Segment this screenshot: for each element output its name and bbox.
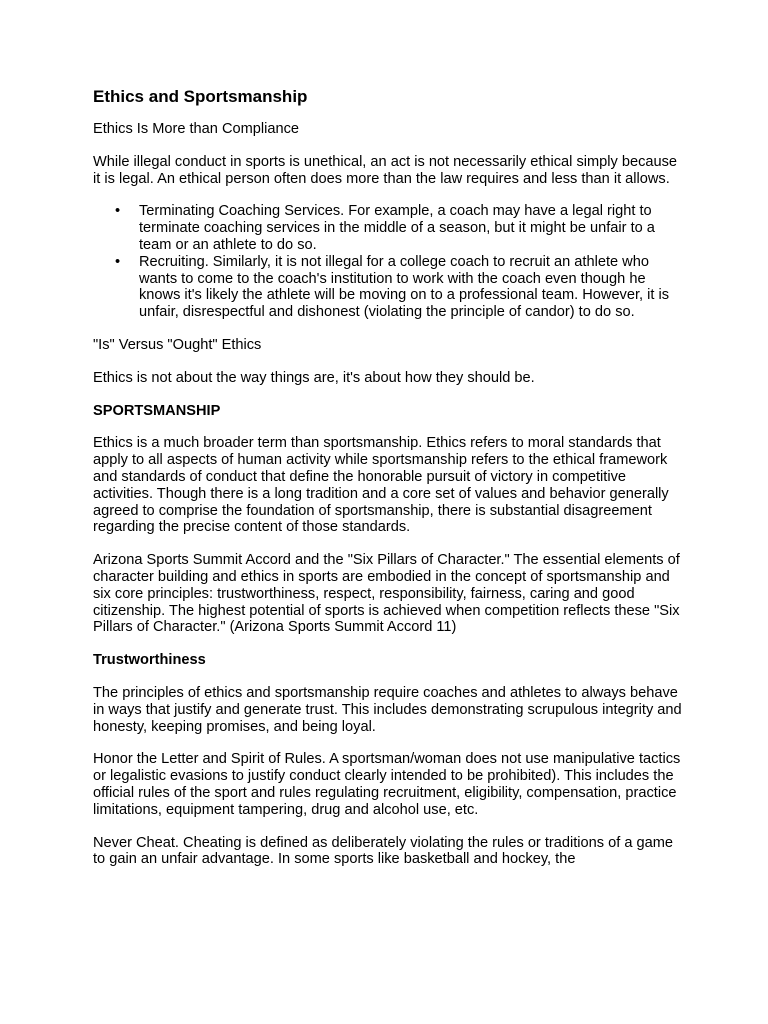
- paragraph-honor-rules: Honor the Letter and Spirit of Rules. A sportsman/woman does not use manipulative tactics or legalistic evasions to justify conduct clearly intended to be prohibited). This includes the official rules of the sport and rules regulating recruitment, eligibility, compensation, practice limitations, equipment tampering, drug and alcohol use, etc.: [93, 751, 681, 818]
- list-item-text: Terminating Coaching Services. For example, a coach may have a legal right to terminate coaching services in the middle of a season, but it might be unfair to a team or an athlete to do so.: [139, 203, 655, 253]
- list-item-text: Recruiting. Similarly, it is not illegal for a college coach to recruit an athlete who wants to come to the coach's institution to work with the coach even though he knows it's likely the athlete will be moving on to a professional team. However, it is unfair, disrespectful and dishonest (violating the principle of candor) to do so.: [139, 253, 670, 321]
- bullet-icon: •: [115, 253, 121, 270]
- heading-sportsmanship: SPORTSMANSHIP: [93, 402, 221, 419]
- paragraph-broader-term: Ethics is a much broader term than sportsmanship. Ethics refers to moral standards that apply to all aspects of human activity while sportsmanship refers to the ethical framework and standards of conduct that define the honorable pursuit of victory in competitive activities. Though there is a long tradition and a core set of values and behavior generally agreed to comprise the foundation of sportsmanship, there is substantial disagreement regarding the precise content of those standards.: [93, 435, 669, 536]
- paragraph-arizona-accord: Arizona Sports Summit Accord and the "Six Pillars of Character." The essential elements of character building and ethics in sports are embodied in the concept of sportsmanship and six core principles: trustworthiness, respect, responsibility, fairness, caring and good citizenship. The highest potential of sports is achieved when competition reflects these "Six Pillars of Character." (Arizona Sports Summit Accord 11): [93, 552, 680, 636]
- paragraph-ethics-not-about: Ethics is not about the way things are, it's about how they should be.: [93, 369, 535, 386]
- examples-list: [93, 203, 683, 321]
- paragraph-never-cheat: Never Cheat. Cheating is defined as deliberately violating the rules or traditions of a game to gain an unfair advantage. In some sports like basketball and hockey, the: [93, 834, 674, 868]
- paragraph-is-versus-ought: "Is" Versus "Ought" Ethics: [93, 336, 262, 353]
- list-item: [115, 253, 683, 321]
- paragraph-compliance-heading: Ethics Is More than Compliance: [93, 121, 300, 137]
- list-item: [115, 203, 683, 253]
- paragraph-principles-trust: The principles of ethics and sportsmanship require coaches and athletes to always behave in ways that justify and generate trust. This includes demonstrating scrupulous integrity and honesty, keeping promises, and being loyal.: [93, 684, 682, 735]
- paragraph-illegal-conduct: While illegal conduct in sports is unethical, an act is not necessarily ethical simply because it is legal. An ethical person often does more than the law requires and less than it allows.: [93, 153, 678, 187]
- document-title: Ethics and Sportsmanship: [93, 87, 308, 106]
- document-page: [93, 86, 683, 884]
- bullet-icon: •: [115, 203, 121, 220]
- heading-trustworthiness: Trustworthiness: [93, 652, 206, 669]
